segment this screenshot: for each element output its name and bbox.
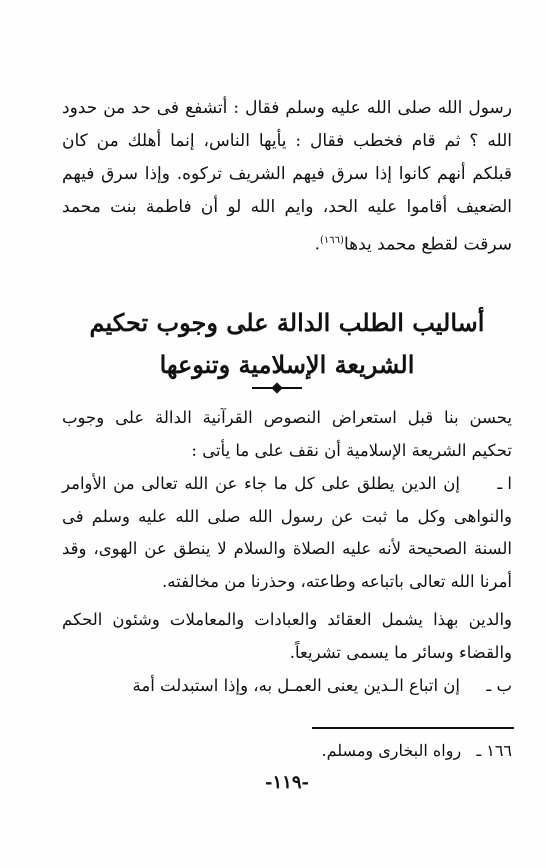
heading-ornament (252, 384, 302, 392)
list-item-a-text: إن الدين يطلق على كل ما جاء عن الله تعالى من الأوامر والنواهى وكل ما ثبت عن رسول الله صلى الله عليه وسلم فى السنة الصحيحة لأنه عليه الصلاة والسلام لا ينطق عن الهوى، وقد أمرنا الله تعالى باتباعه وطاعته، وحذرنا من مخالفته. (62, 474, 512, 591)
footnote-reference: (١٦٦) (320, 235, 344, 246)
list-item-a-label: ا ـ (497, 474, 512, 493)
paragraph-scope: والدين بهذا يشمل العقائد والعبادات والمعاملات وشئون الحكم والقضاء وسائر ما يسمى تشريعاً. (62, 610, 512, 662)
intro-paragraph: يحسن بنا قبل استعراض النصوص القرآنية الدالة على وجوب تحكيم الشريعة الإسلامية أن نقف على ما يأتى : (62, 408, 512, 460)
section-heading: أساليب الطلب الدالة على وجوب تحكيم الشريعة الإسلامية وتنوعها (89, 308, 485, 379)
list-item-b-text: إن اتباع الـدين يعنى العمـل به، وإذا استبدلت أمة (132, 676, 460, 695)
footnote-number: ١٦٦ ـ (476, 741, 512, 760)
footnote-text: رواه البخارى ومسلم. (321, 741, 462, 760)
footnote (62, 737, 512, 765)
list-item-a (62, 468, 512, 598)
footnote-separator (312, 727, 514, 729)
list-item-b-label: ب ـ (486, 676, 512, 695)
paragraph-end-mark: . (314, 234, 320, 255)
page-number: -١١٩- (265, 772, 309, 793)
list-item-b (62, 670, 512, 703)
paragraph-text: رسول الله صلى الله عليه وسلم فقال : أتشفع فى حد من حدود الله ؟ ثم قام فخطب فقال : يأيها الناس، إنما أهلك من كان قبلكم أنهم كانوا إذا سرق فيهم الشريف تركوه. وإذا سرق فيهم الضعيف أقاموا عليه الحد، وايم الله لو أن فاطمة بنت محمد سرقت لقطع محمد يدها (62, 98, 512, 255)
paragraph-continuation (62, 92, 512, 262)
